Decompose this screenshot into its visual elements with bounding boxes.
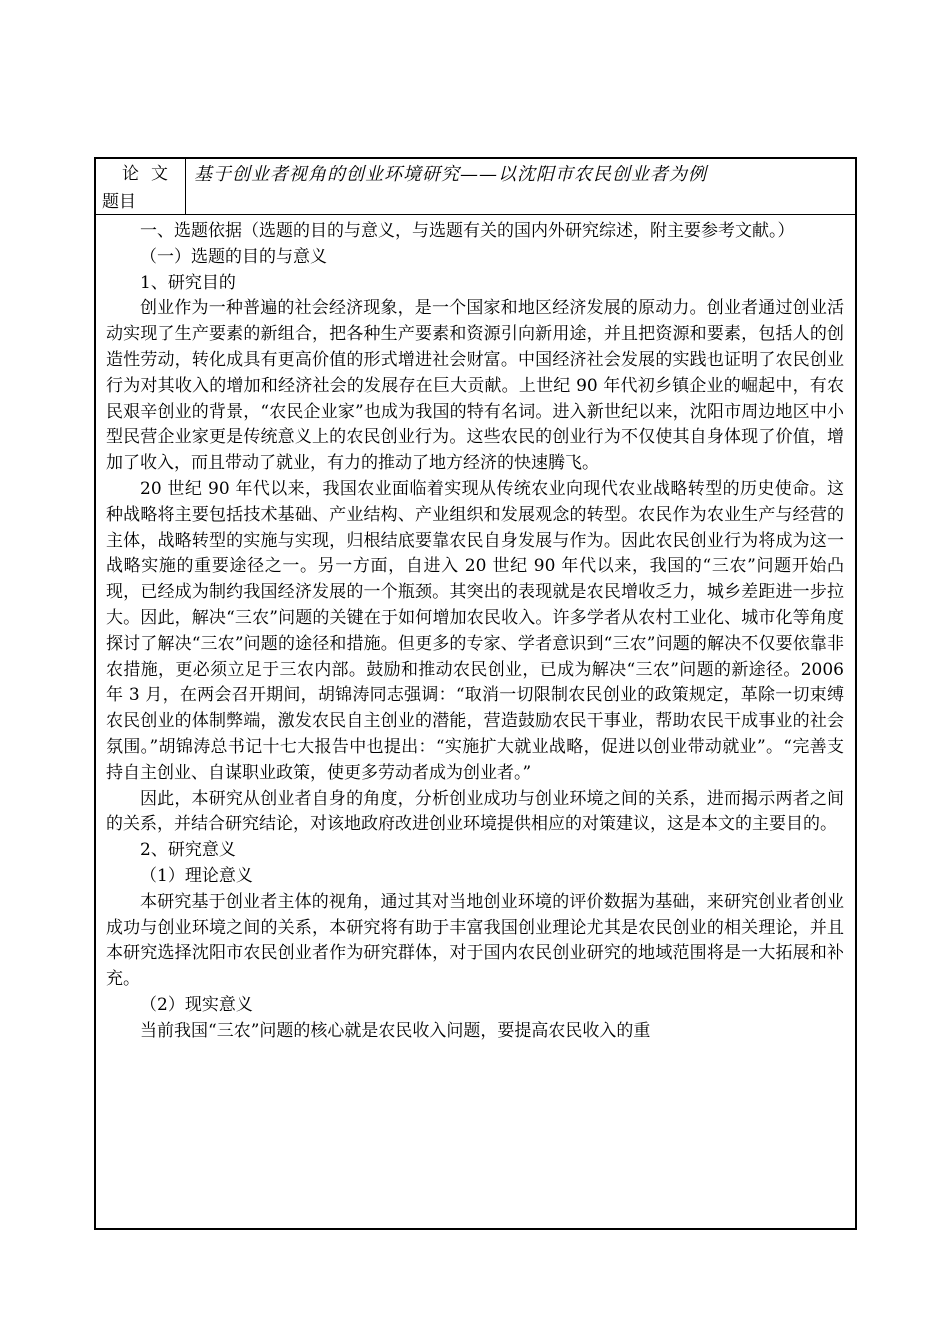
paragraph: 因此，本研究从创业者自身的角度，分析创业成功与创业环境之间的关系，进而揭示两者之间的关系，并结合研究结论，对该地政府改进创业环境提供相应的对策建议，这是本文的主要目的。 — [106, 788, 844, 835]
paragraph: 本研究基于创业者主体的视角，通过其对当地创业环境的评价数据为基础，来研究创业者创业成功与创业环境之间的关系，本研究将有助于丰富我国创业理论尤其是农民创业的相关理论，并且本研究选择沈阳市农民创业者作为研究群体，对于国内农民创业研究的地域范围将是一大拓展和补充。 — [106, 891, 844, 990]
title-row — [96, 159, 855, 215]
content-cell — [106, 219, 844, 1224]
opening-report-form — [94, 157, 857, 1230]
section-heading-basis: 一、选题依据（选题的目的与意义，与选题有关的国内外研究综述，附主要参考文献。） — [140, 221, 795, 241]
heading-theoretical-significance: （1）理论意义 — [140, 865, 253, 886]
title-label-cell — [96, 159, 186, 214]
paragraph: 20 世纪 90 年代以来，我国农业面临着实现从传统农业向现代农业战略转型的历史使命。这种战略将主要包括技术基础、产业结构、产业组织和发展观念的转型。农民作为农业生产与经营的主体，战略转型的实施与实现，归根结底要靠农民自身发展与作为。因此农民创业行为将成为这一战略实施的重要途径之一。另一方面，自进入 20 世纪 90 年代以来，我国的“三农”问题开始凸现，已经成为制约我国经济发展的一个瓶颈。其突出的表现就是农民增收乏力，城乡差距进一步拉大。因此，解决“三农”问题的关键在于如何增加农民收入。许多学者从农村工业化、城市化等角度探讨了解决“三农”问题的途径和措施。但更多的专家、学者意识到“三农”问题的解决不仅要依靠非农措施，更必须立足于三农内部。鼓励和推动农民创业，已成为解决“三农”问题的新途径。2006 年 3 月，在两会召开期间，胡锦涛同志强调：“取消一切限制农民创业的政策规定，革除一切束缚农民创业的体制弊端，激发农民自主创业的潜能，营造鼓励农民干事业，帮助农民干成事业的社会氛围。”胡锦涛总书记十七大报告中也提出：“实施扩大就业战略，促进以创业带动就业”。“完善支持自主创业、自谋职业政策，使更多劳动者成为创业者。” — [106, 478, 844, 783]
heading-research-significance: 2、研究意义 — [140, 840, 236, 861]
title-label-line2: 题目 — [102, 192, 136, 212]
title-label-line1: 论文 — [122, 164, 180, 184]
subsection-heading-purpose-significance: （一）选题的目的与意义 — [140, 246, 327, 267]
paragraph: 创业作为一种普遍的社会经济现象，是一个国家和地区经济发展的原动力。创业者通过创业活动实现了生产要素的新组合，把各种生产要素和资源引向新用途，并且把资源和要素，包括人的创造性劳动，转化成具有更高价值的形式增进社会财富。中国经济社会发展的实践也证明了农民创业行为对其收入的增加和经济社会的发展存在巨大贡献。上世纪 90 年代初乡镇企业的崛起中，有农民艰辛创业的背景，“农民企业家”也成为我国的特有名词。进入新世纪以来，沈阳市周边地区中小型民营企业家更是传统意义上的农民创业行为。这些农民的创业行为不仅使其自身体现了价值，增加了收入，而且带动了就业，有力的推动了地方经济的快速腾飞。 — [106, 298, 844, 474]
heading-research-purpose: 1、研究目的 — [140, 272, 236, 293]
paragraph: 当前我国“三农”问题的核心就是农民收入问题，要提高农民收入的重 — [140, 1020, 651, 1041]
heading-practical-significance: （2）现实意义 — [140, 994, 253, 1015]
thesis-title: 基于创业者视角的创业环境研究——以沈阳市农民创业者为例 — [194, 164, 707, 185]
